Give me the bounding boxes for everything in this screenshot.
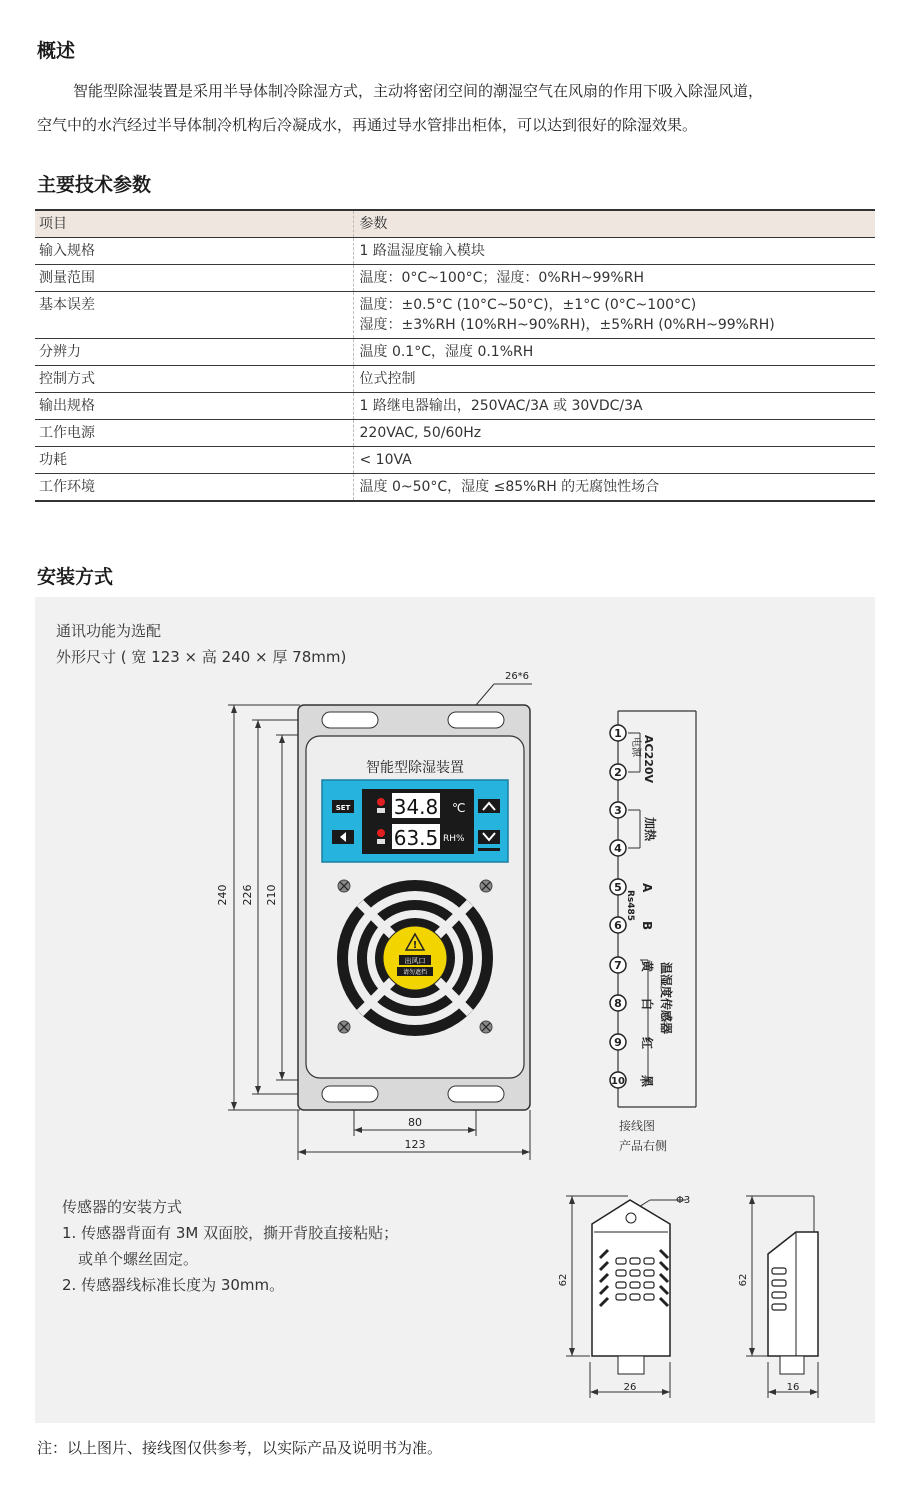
spec-value: 位式控制 xyxy=(353,366,875,393)
terminal-10 xyxy=(610,1072,626,1088)
sensor-phi-label: Φ3 xyxy=(676,1195,691,1206)
footnote: 注：以上图片、接线图仅供参考，以实际产品及说明书为准。 xyxy=(37,1439,443,1457)
overview-line-1: 智能型除湿装置是采用半导体制冷除湿方式，主动将密闭空间的潮湿空气在风扇的作用下吸入除湿风道， xyxy=(73,82,764,100)
terminal-2 xyxy=(610,764,626,780)
spec-key: 分辨力 xyxy=(35,339,353,366)
overview-title: 概述 xyxy=(37,40,76,62)
sensor-install-title: 传感器的安装方式 xyxy=(62,1198,183,1216)
spec-value: 温度 0~50°C，湿度 ≤85%RH 的无腐蚀性场合 xyxy=(353,474,875,502)
spec-key: 功耗 xyxy=(35,447,353,474)
device-title: 智能型除湿装置 xyxy=(366,760,464,776)
svg-text:10: 10 xyxy=(611,1076,625,1087)
spec-value: 1 路继电器输出，250VAC/3A 或 30VDC/3A xyxy=(353,393,875,420)
terminal-6 xyxy=(610,917,626,933)
specs-title: 主要技术参数 xyxy=(37,174,152,196)
dim-hole-label: 26*6 xyxy=(504,671,530,682)
terminal-4 xyxy=(610,840,626,856)
spec-value: 220VAC, 50/60Hz xyxy=(353,420,875,447)
wiring-power-label: AC220V xyxy=(642,735,655,784)
overview-line-2: 空气中的水汽经过半导体制冷机构后冷凝成水，再通过导水管排出柜体，可以达到很好的除湿效果。 xyxy=(37,116,698,134)
spec-key: 输入规格 xyxy=(35,238,353,265)
svg-text:6: 6 xyxy=(614,919,622,932)
dim-123-label: 123 xyxy=(404,1138,426,1151)
wiring-sensor-label: 温湿度传感器 xyxy=(659,962,673,1035)
spec-key: 测量范围 xyxy=(35,265,353,292)
wiring-black-label: 黑 xyxy=(640,1075,654,1088)
specs-header-param: 参数 xyxy=(353,210,875,238)
dim-226-label: 226 xyxy=(241,884,254,906)
sensor-h62-front: 62 xyxy=(558,1273,569,1287)
install-note-comm: 通讯功能为选配 xyxy=(56,622,162,640)
specs-header-item: 项目 xyxy=(35,210,353,238)
dim-210-label: 210 xyxy=(265,884,278,906)
sensor-w16-label: 16 xyxy=(786,1382,800,1393)
svg-text:1: 1 xyxy=(614,727,622,740)
svg-text:9: 9 xyxy=(614,1036,622,1049)
spec-value-line-2: 湿度：±3%RH (10%RH~90%RH)，±5%RH (0%RH~99%RH) xyxy=(359,317,775,333)
sensor-step-2: 2. 传感器线标准长度为 30mm。 xyxy=(62,1276,285,1294)
device-illustration xyxy=(298,705,530,1110)
svg-text:4: 4 xyxy=(614,842,622,855)
terminal-1 xyxy=(610,725,626,741)
temp-reading: 34.8 xyxy=(393,795,439,819)
wiring-white-label: 白 xyxy=(640,998,654,1011)
wiring-caption-1: 接线图 xyxy=(619,1119,656,1133)
wiring-red-label: 红 xyxy=(640,1037,654,1050)
hum-reading: 63.5 xyxy=(393,826,439,850)
spec-value: 温度 0.1°C，湿度 0.1%RH xyxy=(353,339,875,366)
wiring-caption-2: 产品右侧 xyxy=(619,1139,668,1153)
sensor-w26-label: 26 xyxy=(623,1382,637,1393)
wiring-rs485-label: Rs485 xyxy=(625,890,635,922)
spec-value: < 10VA xyxy=(353,447,875,474)
wiring-a-label: A xyxy=(640,883,654,893)
wiring-b-label: B xyxy=(640,921,654,931)
svg-text:8: 8 xyxy=(614,997,622,1010)
install-note-size: 外形尺寸 ( 宽 123 × 高 240 × 厚 78mm) xyxy=(56,648,347,666)
dim-80-label: 80 xyxy=(408,1116,422,1129)
svg-text:5: 5 xyxy=(614,881,622,894)
temp-unit: ℃ xyxy=(452,801,466,815)
spec-key: 控制方式 xyxy=(35,366,353,393)
hum-led xyxy=(377,829,385,837)
terminal-7 xyxy=(610,957,626,973)
svg-text:3: 3 xyxy=(614,804,622,817)
sensor-h62-side: 62 xyxy=(738,1273,749,1287)
sensor-side-view xyxy=(746,1196,818,1398)
wiring-heat-label: 加热 xyxy=(643,817,657,842)
spec-key: 工作电源 xyxy=(35,420,353,447)
warning-sublabel: 请勿遮挡 xyxy=(402,969,428,976)
terminal-5 xyxy=(610,879,626,895)
spec-value-line-1: 温度：±0.5°C (10°C~50°C)，±1°C (0°C~100°C) xyxy=(359,297,697,313)
dim-240-label: 240 xyxy=(216,884,229,906)
spec-value: 1 路温湿度输入模块 xyxy=(353,238,875,265)
set-button-label: SET xyxy=(335,804,351,812)
sensor-step-1a: 1. 传感器背面有 3M 双面胶，撕开背胶直接粘贴； xyxy=(62,1224,399,1242)
wiring-power-sub: 电源 xyxy=(630,737,641,757)
spec-value: 温度：0°C~100°C；湿度：0%RH~99%RH xyxy=(353,265,875,292)
down-button xyxy=(478,830,500,844)
spec-key: 基本误差 xyxy=(35,292,353,339)
terminal-8 xyxy=(610,995,626,1011)
spec-key: 输出规格 xyxy=(35,393,353,420)
temp-led xyxy=(377,798,385,806)
svg-text:7: 7 xyxy=(614,959,622,972)
up-button xyxy=(478,799,500,813)
warning-label: 出风口 xyxy=(404,957,426,965)
svg-text:2: 2 xyxy=(614,766,622,779)
terminal-3 xyxy=(610,802,626,818)
wiring-yellow-label: 黄 xyxy=(640,960,654,973)
spec-key: 工作环境 xyxy=(35,474,353,502)
svg-text:!: ! xyxy=(412,940,418,951)
terminal-9 xyxy=(610,1034,626,1050)
sensor-step-1b: 或单个螺丝固定。 xyxy=(78,1250,199,1268)
hum-unit: RH% xyxy=(443,834,465,844)
install-title: 安装方式 xyxy=(37,566,114,588)
sensor-front-view xyxy=(566,1196,686,1398)
